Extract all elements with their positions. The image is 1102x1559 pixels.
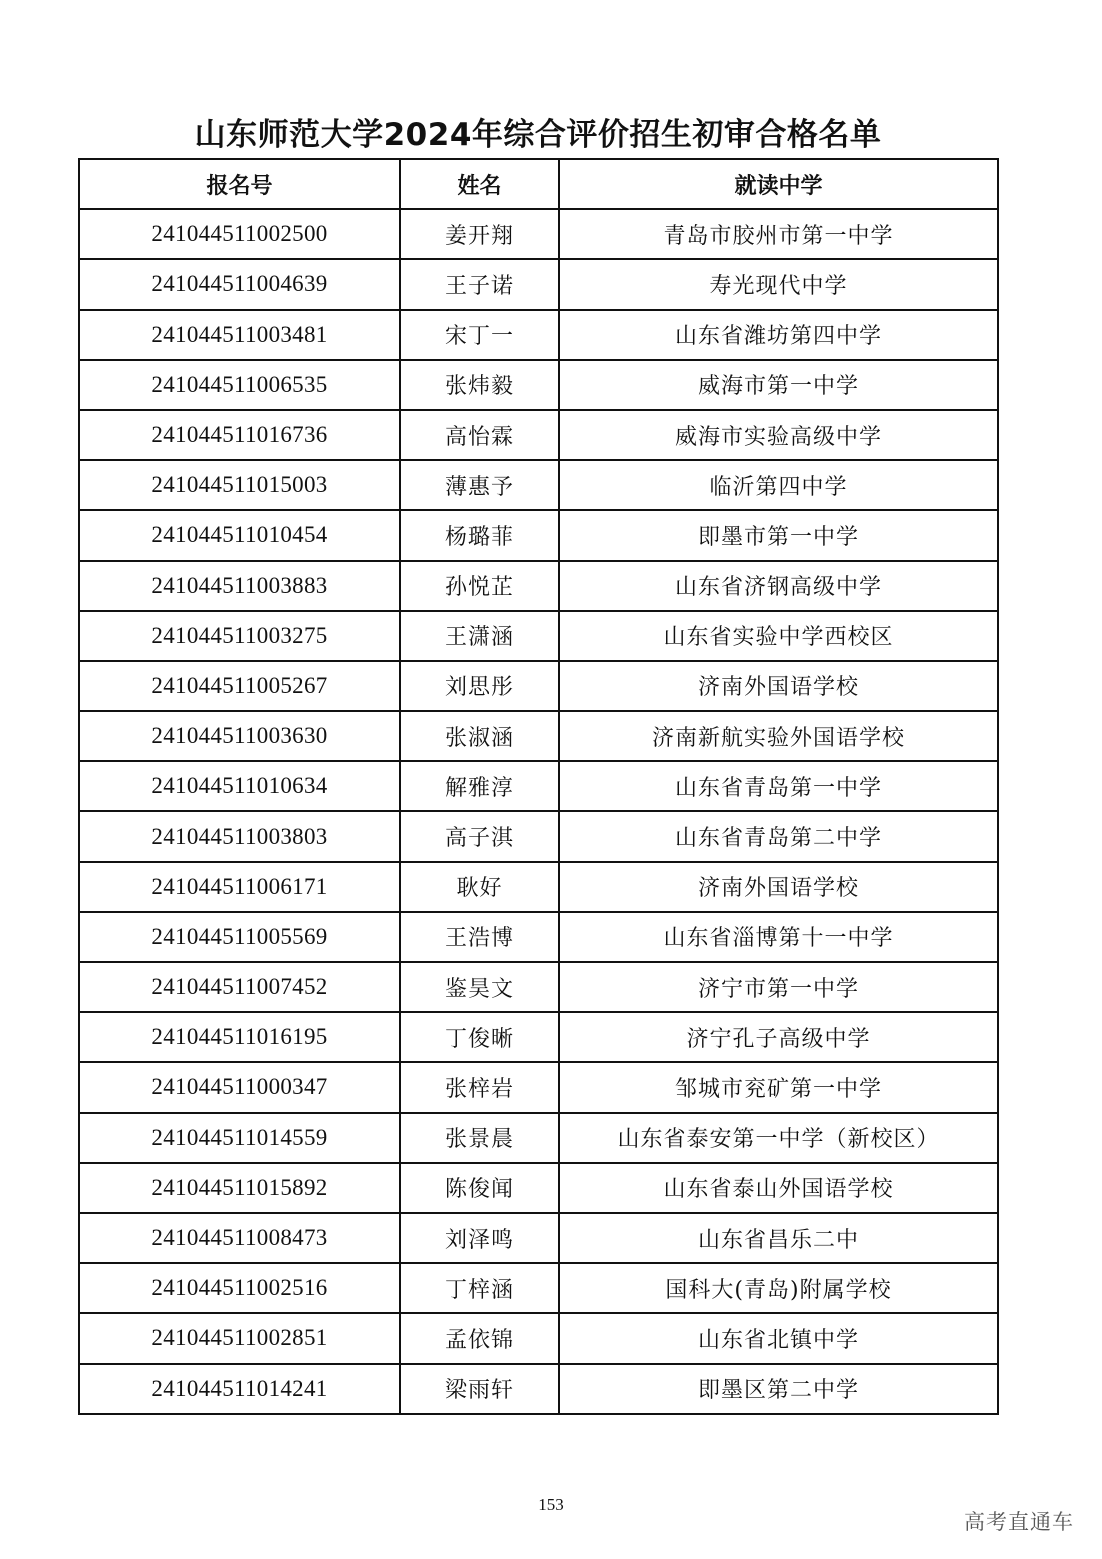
registration-number-cell: 241044511008473 bbox=[79, 1213, 400, 1263]
school-cell: 山东省济钢高级中学 bbox=[559, 561, 998, 611]
student-name-cell: 宋丁一 bbox=[400, 310, 559, 360]
table-body bbox=[79, 209, 998, 1414]
table-row bbox=[79, 862, 998, 912]
school-cell: 即墨市第一中学 bbox=[559, 510, 998, 560]
registration-number-cell: 241044511003275 bbox=[79, 611, 400, 661]
registration-number-cell: 241044511005267 bbox=[79, 661, 400, 711]
page-number: 153 bbox=[538, 1495, 564, 1514]
student-name-cell: 张景晨 bbox=[400, 1113, 559, 1163]
school-cell: 山东省青岛第一中学 bbox=[559, 761, 998, 811]
student-name-cell: 丁梓涵 bbox=[400, 1263, 559, 1313]
table-row bbox=[79, 1062, 998, 1112]
student-name-cell: 解雅淳 bbox=[400, 761, 559, 811]
registration-number-cell: 241044511014241 bbox=[79, 1364, 400, 1414]
table-row bbox=[79, 259, 998, 309]
registration-number-cell: 241044511003883 bbox=[79, 561, 400, 611]
table-row bbox=[79, 460, 998, 510]
registration-number-cell: 241044511003630 bbox=[79, 711, 400, 761]
table-row bbox=[79, 310, 998, 360]
school-cell: 济南外国语学校 bbox=[559, 862, 998, 912]
student-name-cell: 刘思彤 bbox=[400, 661, 559, 711]
registration-number-cell: 241044511015003 bbox=[79, 460, 400, 510]
school-cell: 山东省潍坊第四中学 bbox=[559, 310, 998, 360]
student-name-cell: 张炜毅 bbox=[400, 360, 559, 410]
school-cell: 山东省泰安第一中学（新校区） bbox=[559, 1113, 998, 1163]
school-cell: 山东省青岛第二中学 bbox=[559, 811, 998, 861]
registration-number-cell: 241044511010634 bbox=[79, 761, 400, 811]
table-row bbox=[79, 1012, 998, 1062]
student-name-cell: 高子淇 bbox=[400, 811, 559, 861]
table-row bbox=[79, 410, 998, 460]
school-cell: 威海市第一中学 bbox=[559, 360, 998, 410]
school-cell: 国科大(青岛)附属学校 bbox=[559, 1263, 998, 1313]
school-cell: 青岛市胶州市第一中学 bbox=[559, 209, 998, 259]
table-row bbox=[79, 209, 998, 259]
table-row bbox=[79, 912, 998, 962]
registration-number-cell: 241044511002516 bbox=[79, 1263, 400, 1313]
school-cell: 山东省淄博第十一中学 bbox=[559, 912, 998, 962]
student-name-cell: 张淑涵 bbox=[400, 711, 559, 761]
table-row bbox=[79, 1364, 998, 1414]
registration-number-cell: 241044511000347 bbox=[79, 1062, 400, 1112]
student-name-cell: 丁俊晰 bbox=[400, 1012, 559, 1062]
school-cell: 济南新航实验外国语学校 bbox=[559, 711, 998, 761]
school-cell: 山东省实验中学西校区 bbox=[559, 611, 998, 661]
table-row bbox=[79, 962, 998, 1012]
registration-number-cell: 241044511006535 bbox=[79, 360, 400, 410]
registration-number-cell: 241044511014559 bbox=[79, 1113, 400, 1163]
table-row bbox=[79, 711, 998, 761]
student-name-cell: 鉴昊文 bbox=[400, 962, 559, 1012]
header-school: 就读中学 bbox=[559, 159, 998, 209]
admission-list-table bbox=[78, 158, 999, 1415]
school-cell: 济南外国语学校 bbox=[559, 661, 998, 711]
registration-number-cell: 241044511007452 bbox=[79, 962, 400, 1012]
table-row bbox=[79, 1263, 998, 1313]
table-row bbox=[79, 661, 998, 711]
student-name-cell: 薄惠予 bbox=[400, 460, 559, 510]
registration-number-cell: 241044511002500 bbox=[79, 209, 400, 259]
table-row bbox=[79, 761, 998, 811]
student-name-cell: 王浩博 bbox=[400, 912, 559, 962]
header-registration-number: 报名号 bbox=[79, 159, 400, 209]
document-title: 山东师范大学2024年综合评价招生初审合格名单 bbox=[194, 117, 882, 153]
table-row bbox=[79, 1113, 998, 1163]
table-row bbox=[79, 1313, 998, 1363]
school-cell: 济宁孔子高级中学 bbox=[559, 1012, 998, 1062]
registration-number-cell: 241044511004639 bbox=[79, 259, 400, 309]
school-cell: 即墨区第二中学 bbox=[559, 1364, 998, 1414]
student-name-cell: 张梓岩 bbox=[400, 1062, 559, 1112]
student-name-cell: 孟依锦 bbox=[400, 1313, 559, 1363]
registration-number-cell: 241044511015892 bbox=[79, 1163, 400, 1213]
student-name-cell: 王潇涵 bbox=[400, 611, 559, 661]
registration-number-cell: 241044511005569 bbox=[79, 912, 400, 962]
student-name-cell: 姜开翔 bbox=[400, 209, 559, 259]
registration-number-cell: 241044511002851 bbox=[79, 1313, 400, 1363]
table-row bbox=[79, 561, 998, 611]
registration-number-cell: 241044511003481 bbox=[79, 310, 400, 360]
table-row bbox=[79, 360, 998, 410]
registration-number-cell: 241044511003803 bbox=[79, 811, 400, 861]
student-name-cell: 陈俊闻 bbox=[400, 1163, 559, 1213]
student-name-cell: 高怡霖 bbox=[400, 410, 559, 460]
school-cell: 威海市实验高级中学 bbox=[559, 410, 998, 460]
student-name-cell: 王子诺 bbox=[400, 259, 559, 309]
school-cell: 山东省昌乐二中 bbox=[559, 1213, 998, 1263]
registration-number-cell: 241044511016736 bbox=[79, 410, 400, 460]
registration-number-cell: 241044511006171 bbox=[79, 862, 400, 912]
registration-number-cell: 241044511010454 bbox=[79, 510, 400, 560]
school-cell: 山东省泰山外国语学校 bbox=[559, 1163, 998, 1213]
student-name-cell: 耿好 bbox=[400, 862, 559, 912]
school-cell: 山东省北镇中学 bbox=[559, 1313, 998, 1363]
table-row bbox=[79, 811, 998, 861]
registration-number-cell: 241044511016195 bbox=[79, 1012, 400, 1062]
school-cell: 邹城市兖矿第一中学 bbox=[559, 1062, 998, 1112]
table-row bbox=[79, 510, 998, 560]
table-row bbox=[79, 1213, 998, 1263]
table-row bbox=[79, 1163, 998, 1213]
student-name-cell: 孙悦芷 bbox=[400, 561, 559, 611]
school-cell: 临沂第四中学 bbox=[559, 460, 998, 510]
table-header-row bbox=[79, 159, 998, 209]
school-cell: 济宁市第一中学 bbox=[559, 962, 998, 1012]
student-name-cell: 杨璐菲 bbox=[400, 510, 559, 560]
student-name-cell: 刘泽鸣 bbox=[400, 1213, 559, 1263]
watermark-text: 高考直通车 bbox=[964, 1510, 1074, 1534]
table-row bbox=[79, 611, 998, 661]
student-name-cell: 梁雨轩 bbox=[400, 1364, 559, 1414]
header-name: 姓名 bbox=[400, 159, 559, 209]
school-cell: 寿光现代中学 bbox=[559, 259, 998, 309]
